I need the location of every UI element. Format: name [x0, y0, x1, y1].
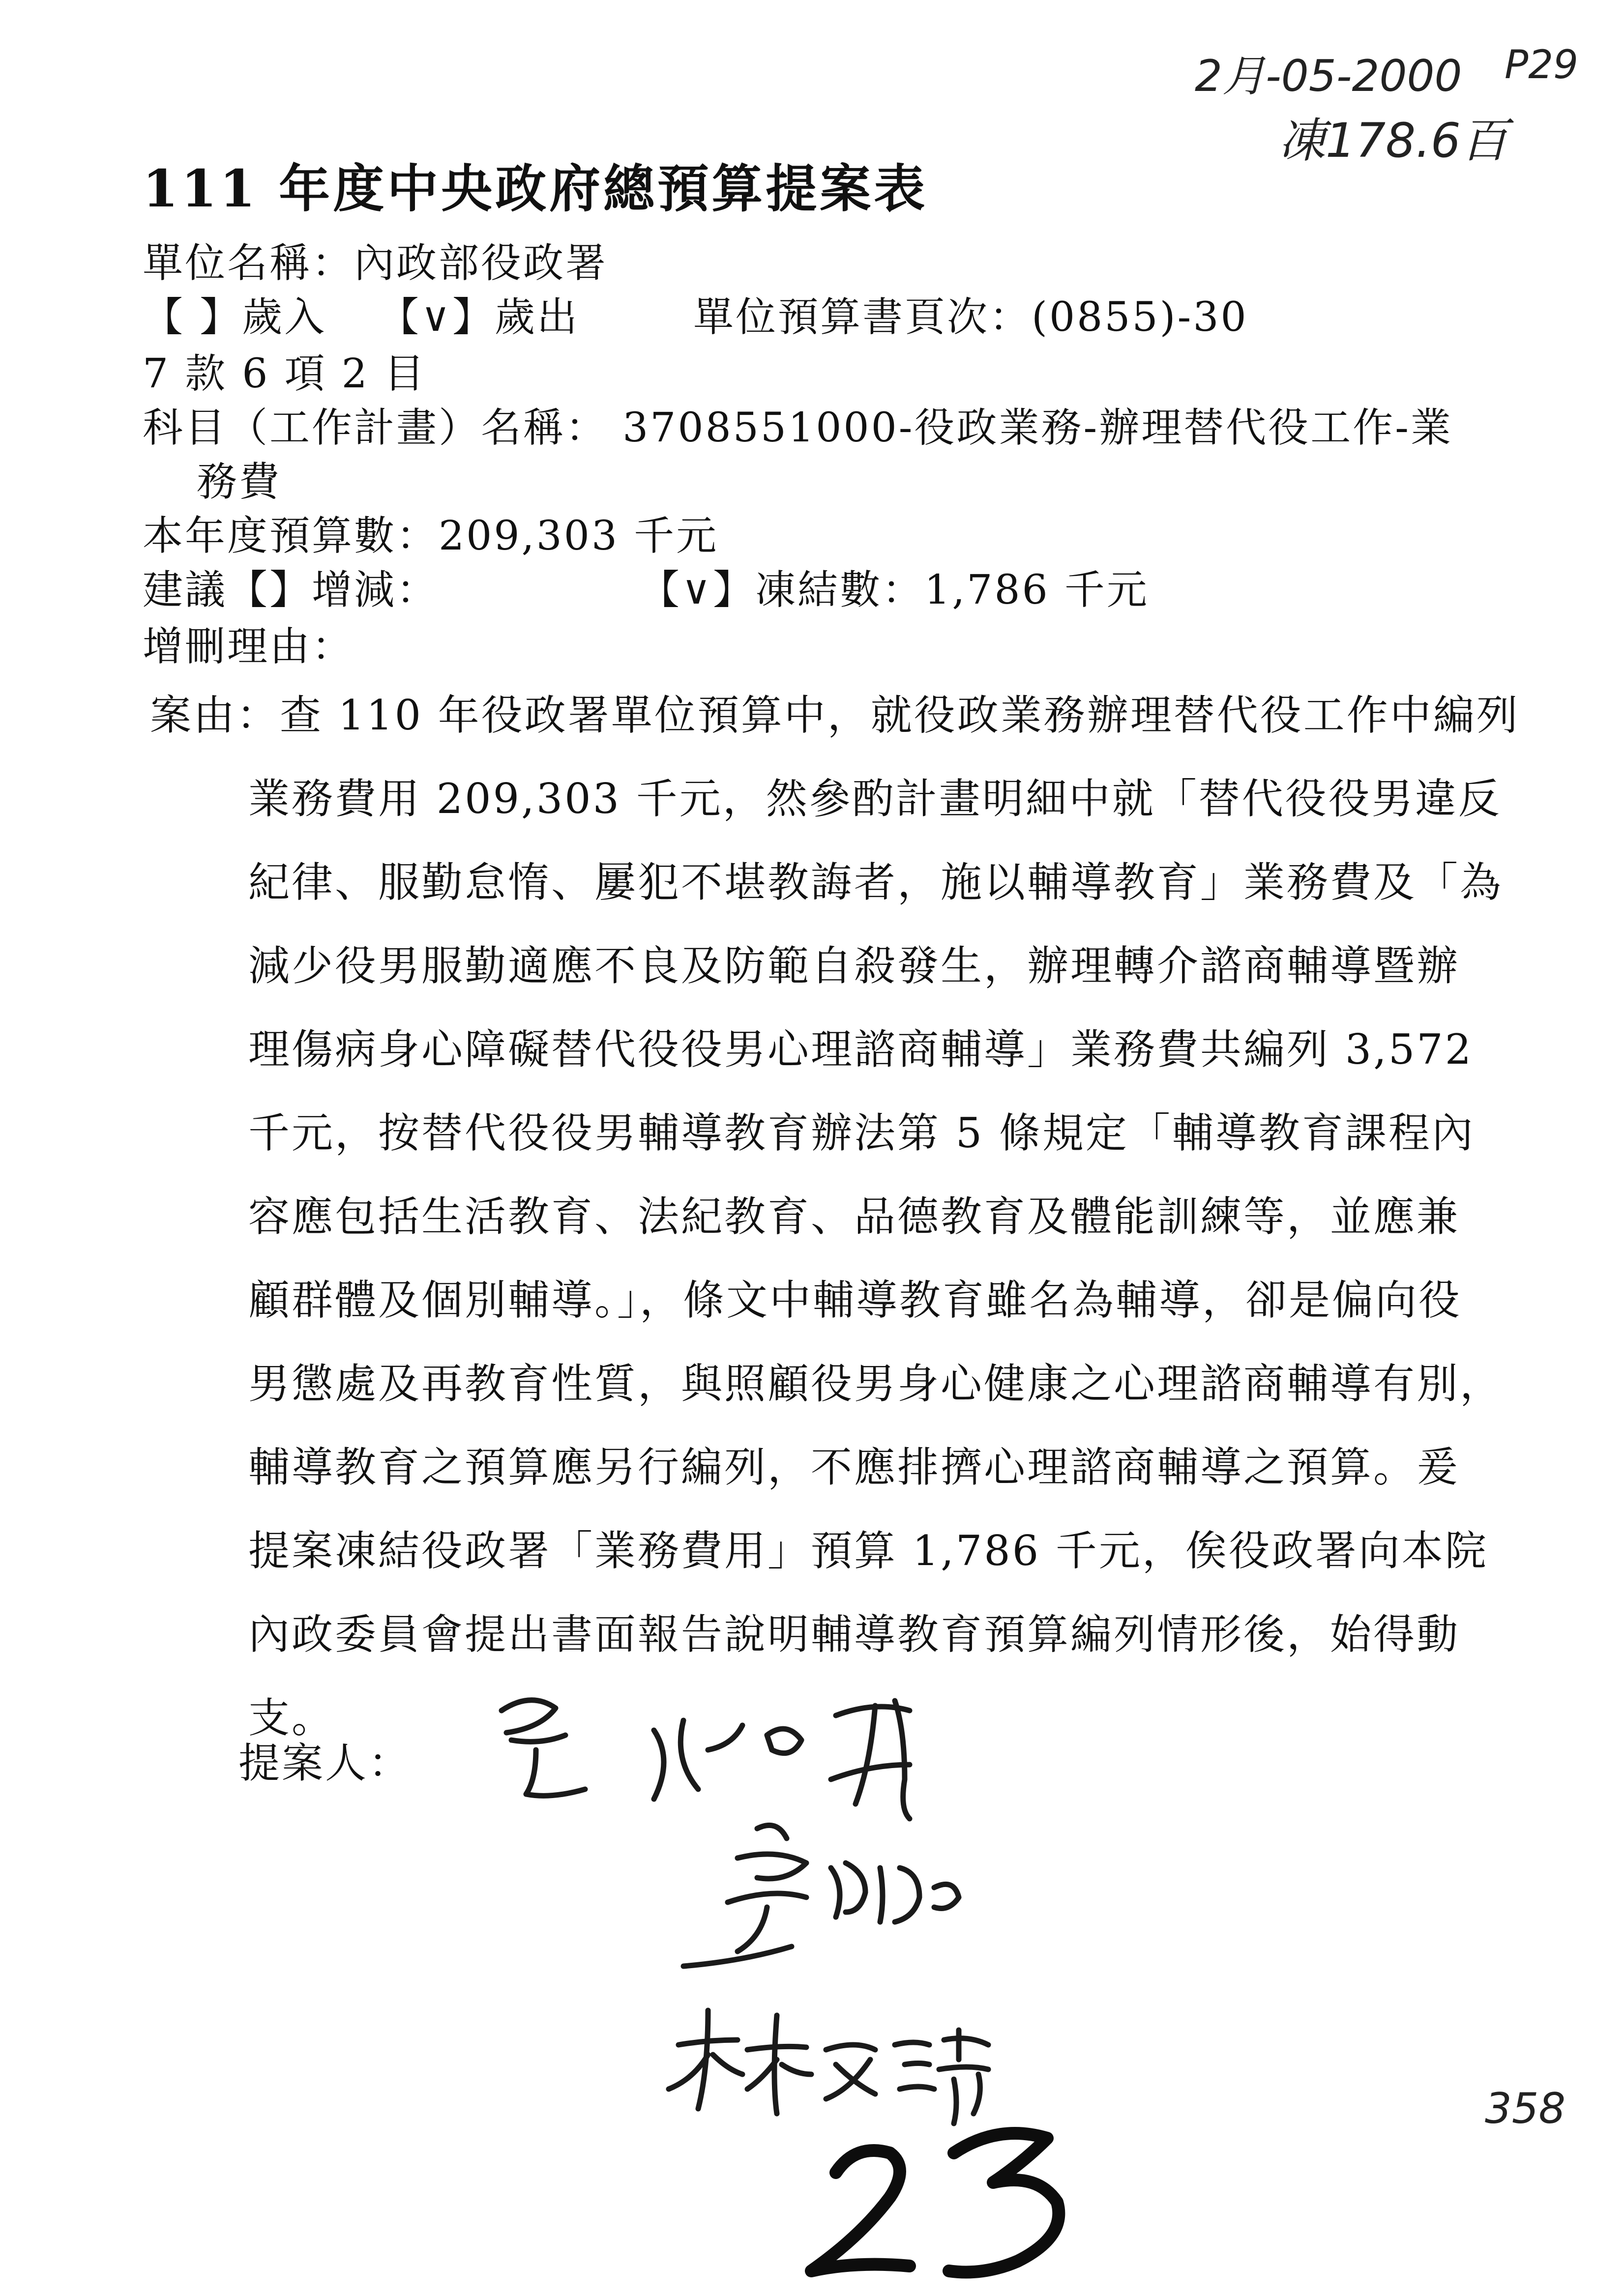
budget-book-page-ref: 單位預算書頁次：(0855)-30: [693, 294, 1248, 341]
case-line: 千元，按替代役役男輔導教育辦法第 5 條規定「輔導教育課程內: [248, 1109, 1475, 1157]
signature-1: [502, 1700, 910, 1819]
case-line: 顧群體及個別輔導。」，條文中輔導教育雖名為輔導，卻是偏向役: [248, 1276, 1462, 1324]
proposer-label: 提案人：: [238, 1739, 412, 1787]
handwritten-page-ref: P29: [1505, 42, 1579, 87]
budget-expense-checkbox: 【∨】歲出: [379, 294, 580, 341]
case-line: 案由：查 110 年役政署單位預算中，就役政業務辦理替代役工作中編列: [150, 691, 1520, 739]
handwritten-frozen-note: 凍178.6百: [1278, 113, 1508, 168]
budget-amount: 本年度預算數：209,303 千元: [143, 513, 719, 559]
signature-3: [669, 2010, 988, 2123]
case-line: 提案凍結役政署「業務費用」預算 1,786 千元，俟役政署向本院: [248, 1527, 1488, 1575]
subject-name-line2: 務費: [197, 459, 282, 505]
reason-label: 增刪理由：: [143, 623, 354, 670]
signature-2: [683, 1825, 959, 1966]
subject-name-line1: 科目（工作計畫）名稱： 3708551000-役政業務-辦理替代役工作-業: [143, 405, 1453, 451]
case-line: 紀律、服勤怠惰、屢犯不堪教誨者，施以輔導教育」業務費及「為: [248, 858, 1504, 906]
handwritten-date: 2月-05-2000: [1195, 51, 1462, 101]
section-code: 7 款 6 項 2 目: [143, 350, 426, 397]
case-line: 支。: [248, 1694, 335, 1742]
case-line: 男懲處及再教育性質，與照顧役男身心健康之心理諮商輔導有別，: [248, 1360, 1504, 1408]
case-line: 容應包括生活教育、法紀教育、品德教育及體能訓練等，並應兼: [248, 1192, 1460, 1241]
case-line: 業務費用 209,303 千元，然參酌計畫明細中就「替代役役男違反: [248, 775, 1502, 823]
unit-name: 單位名稱：內政部役政署: [143, 240, 608, 287]
case-line: 減少役男服勤適應不良及防範自殺發生，辦理轉介諮商輔導暨辦: [248, 942, 1460, 990]
proposal-freeze-amount: 【∨】凍結數：1,786 千元: [639, 567, 1149, 613]
budget-income-checkbox: 【 】歲入: [143, 294, 327, 341]
handwritten-item-number-23: [811, 2133, 1059, 2272]
proposal-adjust: 建議【】增減：: [143, 567, 439, 613]
page-title: 111 年度中央政府總預算提案表: [143, 158, 928, 219]
handwritten-page-number: 358: [1485, 2084, 1566, 2133]
case-line: 內政委員會提出書面報告說明輔導教育預算編列情形後，始得動: [248, 1610, 1460, 1658]
case-line: 理傷病身心障礙替代役役男心理諮商輔導」業務費共編列 3,572: [248, 1025, 1474, 1074]
case-line: 輔導教育之預算應另行編列，不應排擠心理諮商輔導之預算。爰: [248, 1443, 1460, 1491]
